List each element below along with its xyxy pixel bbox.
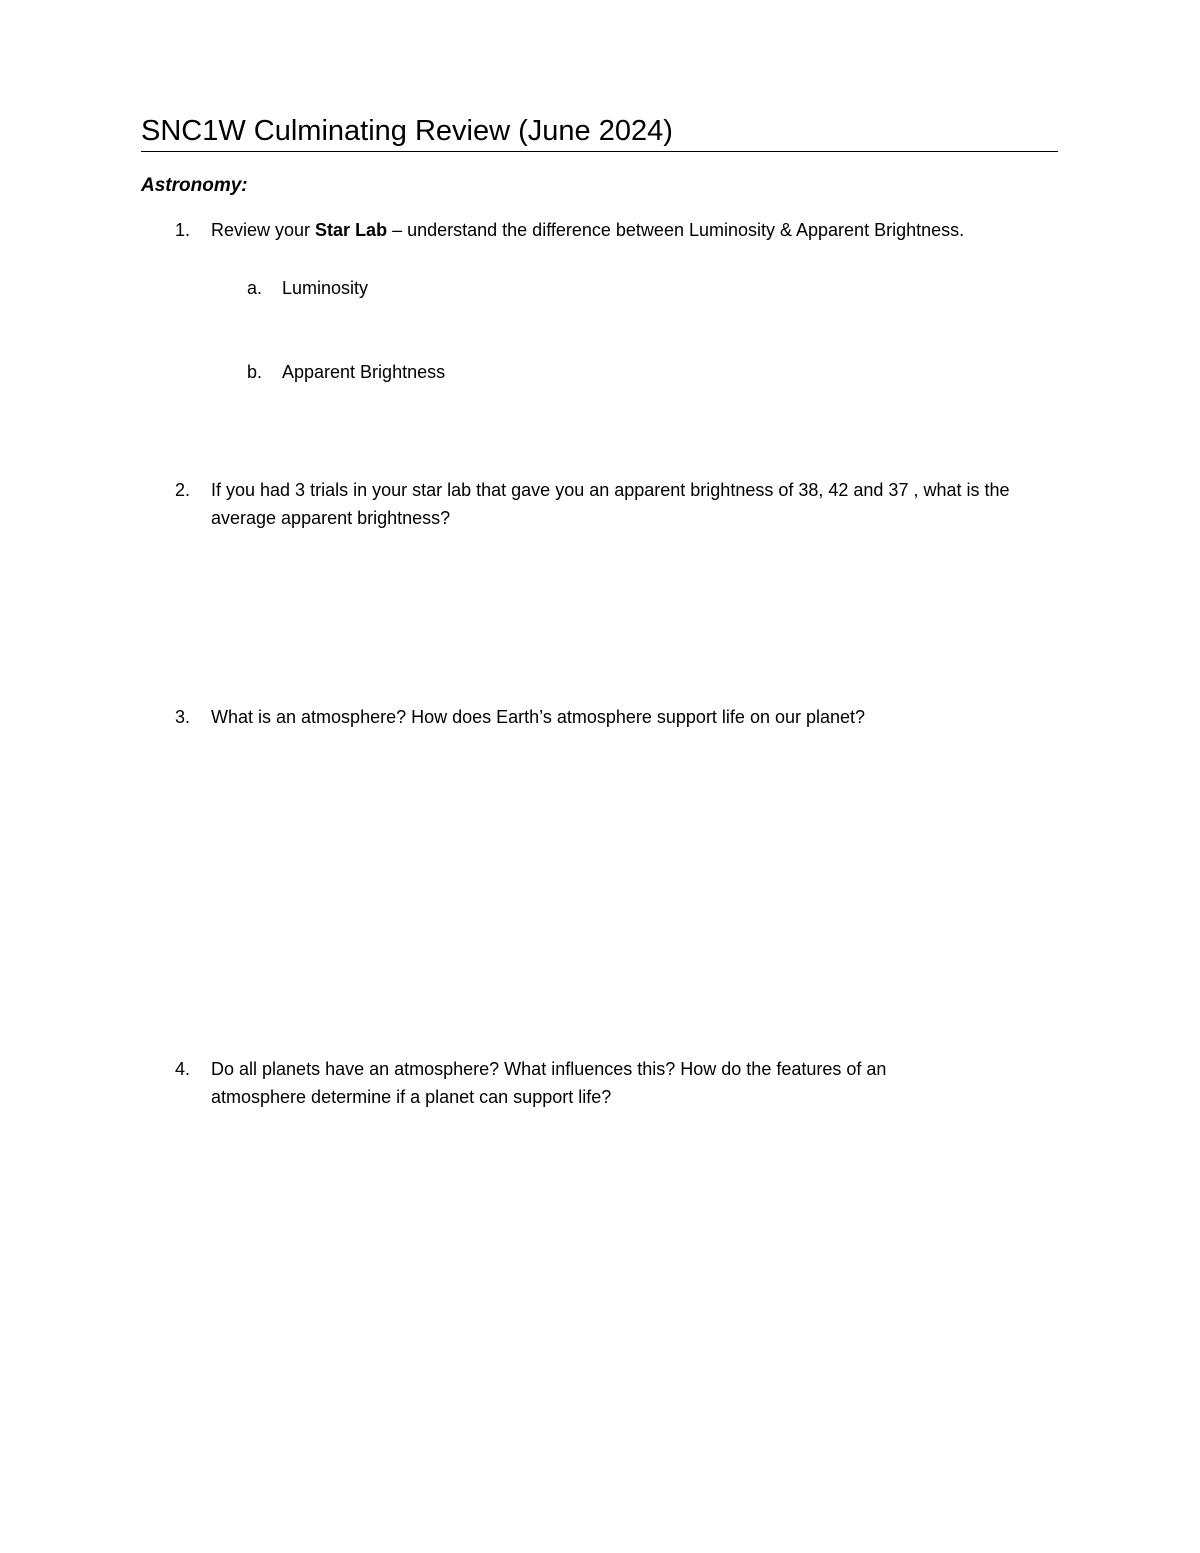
- subitem-text: Apparent Brightness: [282, 362, 446, 382]
- question-number: 1.: [175, 220, 191, 240]
- question-number: 2.: [175, 480, 191, 500]
- question-text: If you had 3 trials in your star lab that gave you an apparent brightness of 38, 42 and 37 , what is the average apparent brightness?: [211, 480, 1010, 528]
- question-text: What is an atmosphere? How does Earth’s atmosphere support life on our planet?: [211, 707, 866, 727]
- document-title: SNC1W Culminating Review (June 2024): [141, 115, 673, 147]
- subitem-letter: a.: [247, 278, 263, 298]
- title-underline: [141, 151, 1058, 152]
- subitem-letter: b.: [247, 362, 263, 382]
- subitem-text: Luminosity: [282, 278, 369, 298]
- section-heading-astronomy: Astronomy:: [141, 175, 248, 196]
- question-text: [211, 216, 1061, 244]
- question-text-start: Review your: [211, 220, 316, 240]
- question-number: 4.: [175, 1059, 191, 1079]
- question-text-end: – understand the difference between Luminosity & Apparent Brightness.: [387, 220, 965, 240]
- question-text-bold: Star Lab: [315, 220, 388, 240]
- question-number: 3.: [175, 707, 191, 727]
- question-text: Do all planets have an atmosphere? What influences this? How do the features of an atmosphere determine if a planet can support life?: [211, 1059, 887, 1107]
